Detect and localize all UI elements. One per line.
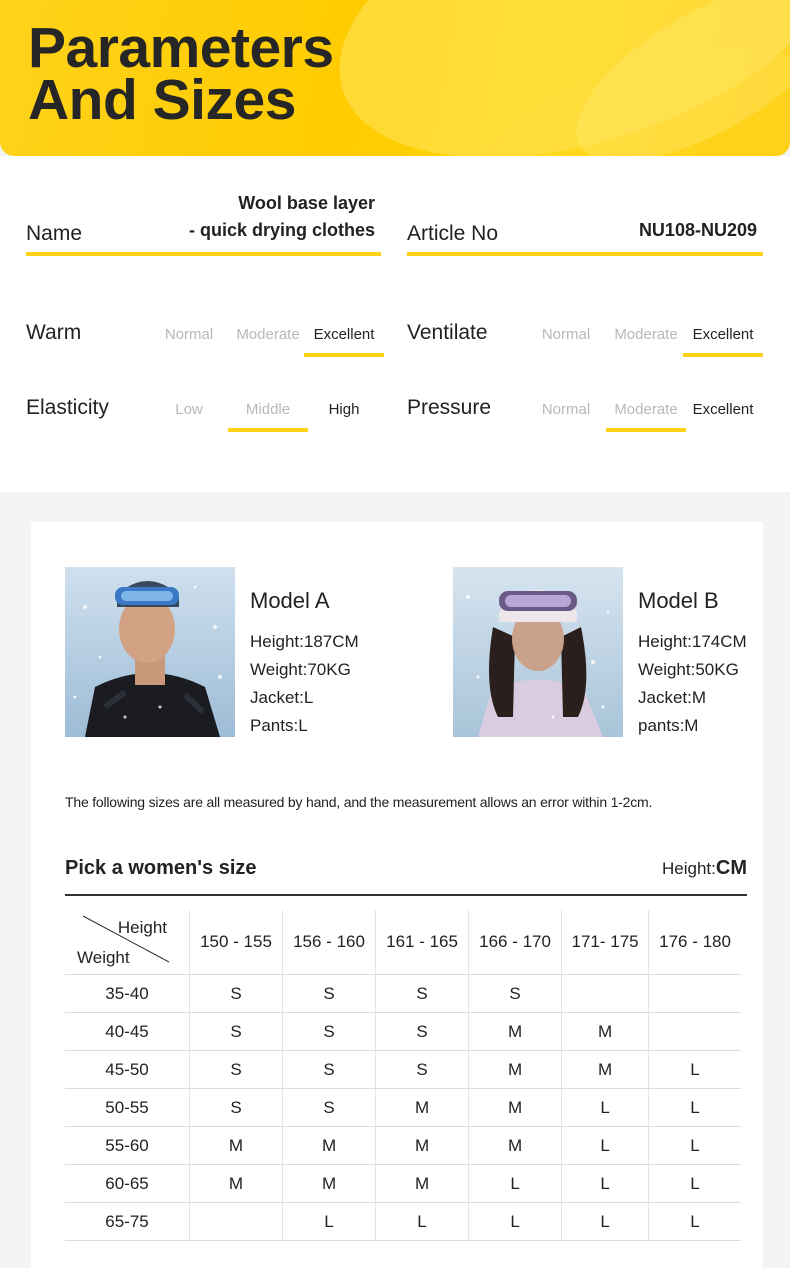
size-cell: M (469, 1051, 562, 1089)
rating-label: Elasticity (26, 396, 109, 419)
size-cell: M (283, 1165, 376, 1203)
weight-cell: 35-40 (65, 975, 190, 1013)
size-cell: S (283, 1051, 376, 1089)
model-b-jacket: Jacket:M (638, 688, 707, 707)
name-underline (26, 252, 381, 256)
rating-selected-indicator (304, 353, 384, 357)
rating-pressure (407, 396, 767, 436)
size-guide-card (31, 522, 763, 1268)
rating-selected-indicator (606, 428, 686, 432)
size-cell: L (562, 1127, 649, 1165)
model-a-photo (65, 567, 235, 737)
name-label: Name (26, 222, 83, 245)
size-cell: M (190, 1165, 283, 1203)
rating-label: Ventilate (407, 321, 488, 344)
name-field (26, 193, 381, 256)
model-b-info (638, 588, 747, 740)
model-b-name: Model B (638, 588, 719, 613)
page-title-line2: And Sizes (28, 68, 296, 132)
model-a-weight: Weight:70KG (250, 660, 351, 679)
size-cell: L (469, 1165, 562, 1203)
article-label: Article No (407, 222, 499, 245)
size-table (65, 910, 741, 1241)
size-cell: M (376, 1127, 469, 1165)
divider (65, 894, 747, 896)
rating-option: High (328, 401, 360, 418)
model-a-name: Model A (250, 588, 330, 613)
height-column-header: 176 - 180 (649, 910, 741, 975)
model-a-info (250, 588, 359, 740)
size-cell: L (649, 1165, 741, 1203)
size-cell: M (190, 1127, 283, 1165)
model-b-height: Height:174CM (638, 632, 747, 651)
rating-option: Normal (164, 326, 214, 343)
size-cell: S (376, 1051, 469, 1089)
size-table-unit (662, 857, 747, 880)
rating-elasticity (26, 396, 386, 436)
rating-option: Middle (245, 401, 291, 418)
size-cell: L (649, 1051, 741, 1089)
size-cell: S (469, 975, 562, 1013)
size-cell: M (469, 1013, 562, 1051)
table-row (65, 1127, 741, 1165)
size-cell: M (376, 1089, 469, 1127)
size-cell: M (562, 1051, 649, 1089)
size-cell (649, 1013, 741, 1051)
size-cell (562, 975, 649, 1013)
height-column-header: 150 - 155 (190, 910, 283, 975)
parameters-section (0, 156, 790, 492)
size-cell: L (283, 1203, 376, 1241)
corner-height-label: Height (117, 918, 167, 937)
name-value-line2: - quick drying clothes (188, 220, 375, 240)
model-b-pants: pants:M (638, 716, 699, 735)
rating-label: Warm (26, 321, 82, 344)
size-cell: S (376, 975, 469, 1013)
article-value: NU108-NU209 (638, 220, 757, 240)
rating-label: Pressure (407, 396, 492, 419)
rating-option: Moderate (236, 326, 300, 343)
size-table-unit-label: Height: (662, 859, 716, 878)
size-cell: M (469, 1089, 562, 1127)
size-cell: M (283, 1127, 376, 1165)
size-cell (190, 1203, 283, 1241)
rating-warm (26, 321, 386, 361)
size-table-title: Pick a women's size (65, 857, 257, 879)
table-row (65, 1165, 741, 1203)
height-column-header: 171- 175 (562, 910, 649, 975)
size-cell: L (562, 1089, 649, 1127)
rating-selected-indicator (683, 353, 763, 357)
size-cell: M (562, 1013, 649, 1051)
weight-cell: 65-75 (65, 1203, 190, 1241)
name-value-line1: Wool base layer (238, 193, 375, 213)
size-table-header (65, 910, 741, 975)
article-underline (407, 252, 763, 256)
model-a-height: Height:187CM (250, 632, 359, 651)
model-b-weight: Weight:50KG (638, 660, 739, 679)
table-row (65, 1089, 741, 1127)
size-cell: L (562, 1165, 649, 1203)
page-title-line1: Parameters (28, 16, 334, 80)
rating-option: Normal (541, 326, 591, 343)
height-column-header: 161 - 165 (376, 910, 469, 975)
table-row (65, 1203, 741, 1241)
rating-option: Low (175, 401, 203, 418)
size-cell: S (190, 1013, 283, 1051)
rating-ventilate (407, 321, 767, 361)
rating-option: Moderate (614, 401, 678, 418)
corner-weight-label: Weight (77, 948, 130, 967)
rating-option: Excellent (313, 326, 375, 343)
size-cell: L (376, 1203, 469, 1241)
height-column-header: 166 - 170 (469, 910, 562, 975)
weight-cell: 40-45 (65, 1013, 190, 1051)
weight-cell: 55-60 (65, 1127, 190, 1165)
size-cell: S (283, 1013, 376, 1051)
size-cell: S (190, 975, 283, 1013)
size-cell: S (190, 1089, 283, 1127)
size-cell: M (469, 1127, 562, 1165)
rating-option: Moderate (614, 326, 678, 343)
size-cell: L (562, 1203, 649, 1241)
model-a-pants: Pants:L (250, 716, 308, 735)
size-cell: L (649, 1203, 741, 1241)
weight-cell: 60-65 (65, 1165, 190, 1203)
weight-cell: 45-50 (65, 1051, 190, 1089)
size-cell: S (283, 1089, 376, 1127)
table-row (65, 1051, 741, 1089)
size-cell: S (190, 1051, 283, 1089)
measurement-note: The following sizes are all measured by hand, and the measurement allows an error within 1-2cm. (65, 794, 653, 810)
model-a-jacket: Jacket:L (250, 688, 314, 707)
size-table-body (65, 975, 741, 1241)
article-field (407, 196, 763, 256)
model-b-photo (453, 567, 623, 737)
size-cell: L (649, 1089, 741, 1127)
name-value (189, 190, 375, 244)
size-cell (649, 975, 741, 1013)
size-cell: S (283, 975, 376, 1013)
size-cell: L (649, 1127, 741, 1165)
rating-option: Excellent (692, 326, 754, 343)
weight-cell: 50-55 (65, 1089, 190, 1127)
table-row (65, 975, 741, 1013)
size-cell: L (469, 1203, 562, 1241)
size-table-corner (65, 910, 190, 975)
height-column-header: 156 - 160 (283, 910, 376, 975)
size-table-unit-value: CM (715, 857, 747, 879)
header-banner (0, 0, 790, 156)
rating-option: Normal (541, 401, 591, 418)
rating-option: Excellent (692, 401, 754, 418)
page-title (28, 16, 428, 132)
size-cell: S (376, 1013, 469, 1051)
rating-selected-indicator (228, 428, 308, 432)
size-cell: M (376, 1165, 469, 1203)
table-row (65, 1013, 741, 1051)
